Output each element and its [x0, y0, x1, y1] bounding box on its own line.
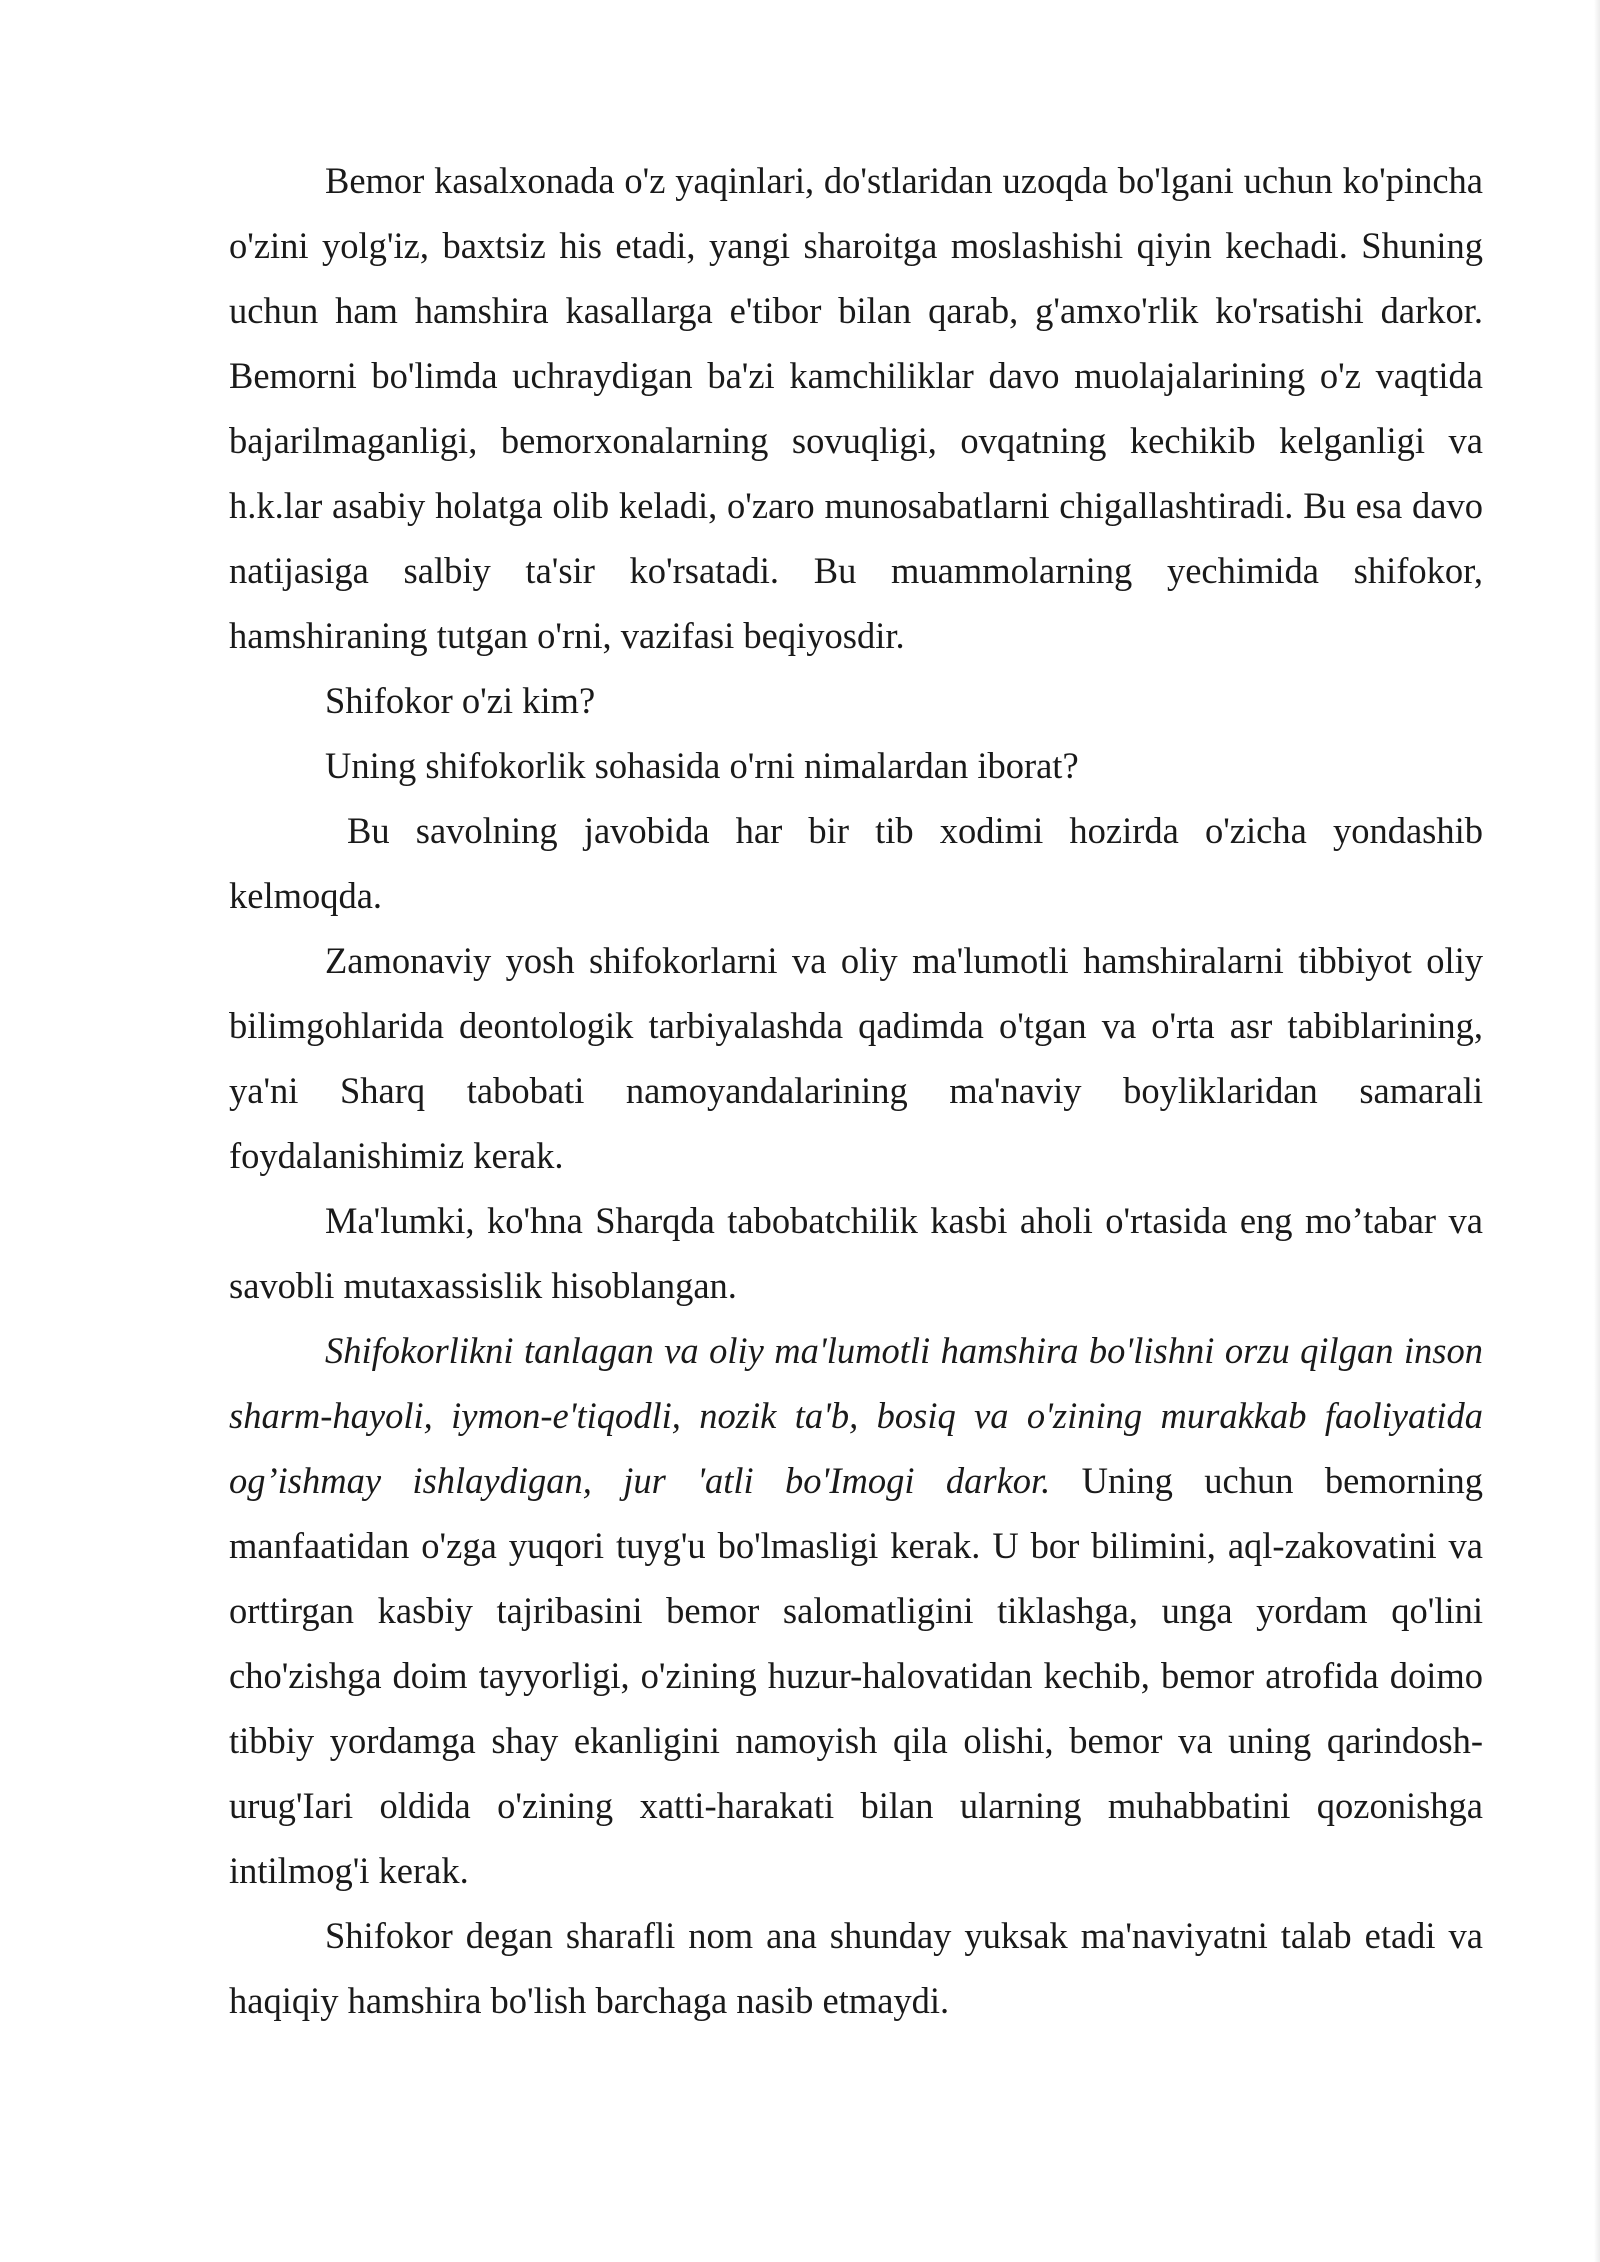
paragraph — [229, 668, 1483, 733]
paragraph-text: Uning shifokorlik sohasida o'rni nimalardan iborat? — [325, 745, 1079, 786]
paragraph-italic-text: Shifokorlikni tanlagan va oliy ma'lumotli hamshira bo'lishni orzu qilgan inson sharm-hayoli, iymon-e'tiqodli, nozik ta'b, bosiq va o'zining murakkab faoliyatida og’ishmay ishlaydigan, jur 'atli bo'Imogi darkor. — [229, 1330, 1483, 1501]
paragraph — [229, 148, 1483, 668]
paragraph-text: Bu savolning javobida har bir tib xodimi hozirda o'zicha yondashib kelmoqda. — [229, 810, 1483, 916]
paragraph-text: Zamonaviy yosh shifokorlarni va oliy ma'lumotli hamshiralarni tibbiyot oliy bilimgohlarida deontologik tarbiyalashda qadimda o'tgan va o'rta asr tabiblarining, ya'ni Sharq tabobati namoyandalarining ma'naviy boyliklaridan samarali foydalanishimiz kerak. — [229, 940, 1483, 1176]
paragraph — [229, 928, 1483, 1188]
document-body — [229, 148, 1483, 2033]
paragraph — [229, 1318, 1483, 1903]
paragraph — [229, 1903, 1483, 2033]
paragraph-text: Uning uchun bemorning manfaatidan o'zga yuqori tuyg'u bo'lmasligi kerak. U bor bilimini, aql-zakovatini va orttirgan kasbiy tajribasini bemor salomatligini tiklashga, unga yordam qo'lini cho'zishga doim tayyorligi, o'zining huzur-halovatidan kechib, bemor atrofida doimo tibbiy yordamga shay ekanligini namoyish qila olishi, bemor va uning qarindosh-urug'Iari oldida o'zining xatti-harakati bilan ularning muhabbatini qozonishga intilmog'i kerak. — [229, 1460, 1483, 1891]
paragraph-text: Bemor kasalxonada o'z yaqinlari, do'stlaridan uzoqda bo'lgani uchun ko'pincha o'zini yolg'iz, baxtsiz his etadi, yangi sharoitga moslashishi qiyin kechadi. Shuning uchun ham hamshira kasallarga e'tibor bilan qarab, g'amxo'rlik ko'rsatishi darkor. Bemorni bo'limda uchraydigan ba'zi kamchiliklar davo muolajalarining o'z vaqtida bajarilmaganligi, bemorxonalarning sovuqligi, ovqatning kechikib kelganligi va h.k.lar asabiy holatga olib keladi, o'zaro munosabatlarni chigallashtiradi. Bu esa davo natijasiga salbiy ta'sir ko'rsatadi. Bu muammolarning yechimida shifokor, hamshiraning tutgan o'rni, vazifasi beqiyosdir. — [229, 160, 1483, 656]
paragraph-text: Shifokor degan sharafli nom ana shunday yuksak ma'naviyatni talab etadi va haqiqiy hamshira bo'lish barchaga nasib etmaydi. — [229, 1915, 1483, 2021]
paragraph — [229, 733, 1483, 798]
page-edge-shadow — [1594, 0, 1600, 2262]
paragraph — [229, 1188, 1483, 1318]
paragraph — [229, 798, 1483, 928]
paragraph-text: Shifokor o'zi kim? — [325, 680, 596, 721]
paragraph-text: Ma'lumki, ko'hna Sharqda tabobatchilik kasbi aholi o'rtasida eng mo’tabar va savobli mutaxassislik hisoblangan. — [229, 1200, 1483, 1306]
